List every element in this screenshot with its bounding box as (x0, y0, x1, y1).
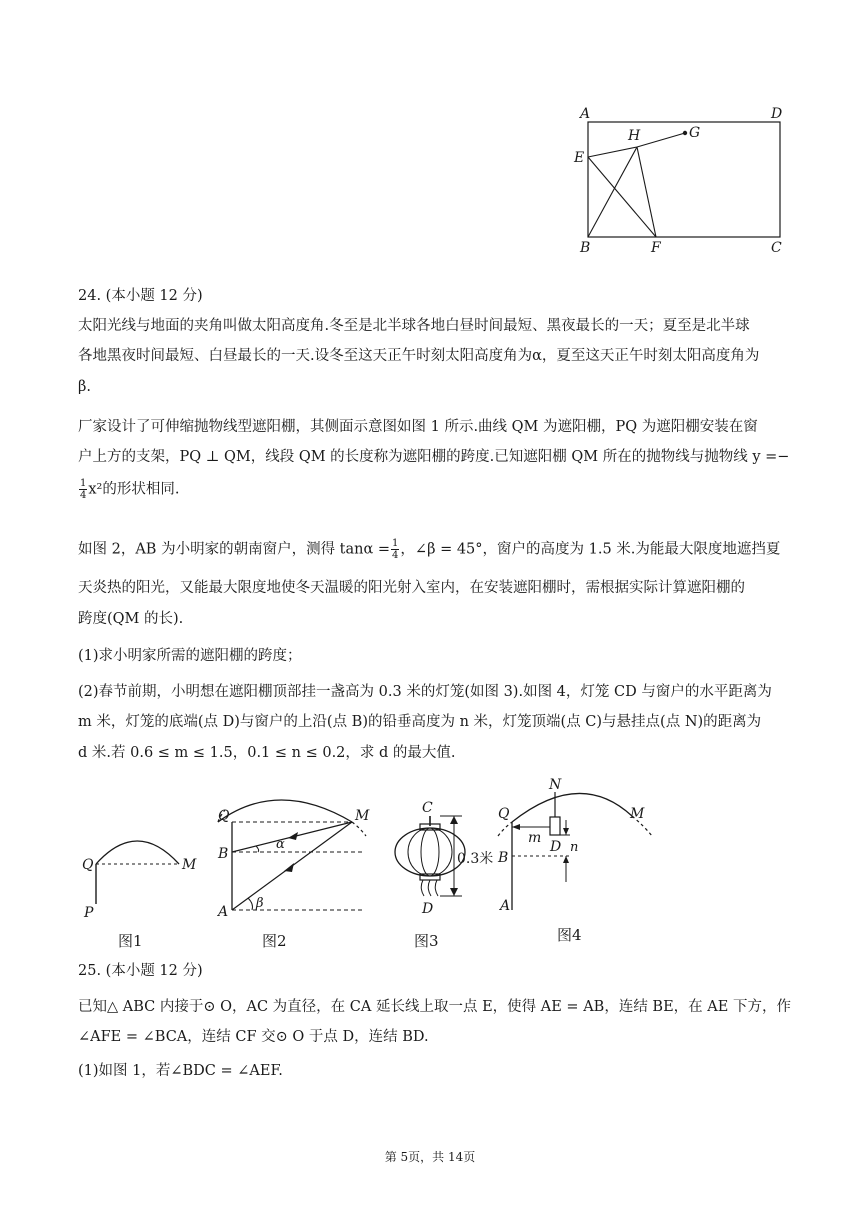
fig1-label-p: P (84, 905, 94, 921)
label-d: D (771, 106, 783, 122)
fig1-caption: 图1 (118, 932, 143, 950)
fig2-label-m: M (355, 808, 370, 824)
q24-p3-line3: 跨度(QM 的长). (78, 611, 184, 627)
fig3-height-label: 0.3米 (457, 851, 494, 867)
page-footer: 第 5页，共 14页 (384, 1150, 476, 1164)
q24-p1-line2: 各地黑夜时间最短、白昼最长的一天.设冬至这天正午时刻太阳高度角为α，夏至这天正午时刻太阳高度角为 (78, 348, 760, 364)
figures-row (70, 770, 770, 955)
label-h: H (628, 128, 641, 144)
q24-p1-line1: 太阳光线与地面的夹角叫做太阳高度角.冬至是北半球各地白昼时间最短、黑夜最长的一天；夏至是北半球 (78, 318, 750, 334)
fig4-label-q: Q (498, 806, 510, 822)
q25-heading: 25. (本小题 12 分) (78, 963, 203, 979)
label-f: F (651, 240, 661, 256)
fig3-caption: 图3 (414, 932, 439, 950)
fig1-label-q: Q (82, 857, 94, 873)
label-b: B (580, 240, 591, 256)
q25-line2: ∠AFE = ∠BCA，连结 CF 交⊙ O 于点 D，连结 BD. (78, 1029, 429, 1045)
fig4-label-n-height: n (570, 840, 579, 855)
fig3-label-d: D (422, 901, 434, 917)
fig4-label-n: N (549, 777, 562, 793)
q24-heading: 24. (本小题 12 分) (78, 288, 203, 304)
figure-4 (497, 777, 652, 944)
fig4-label-m: M (630, 806, 645, 822)
q24-p3-line1: 如图 2，AB 为小明家的朝南窗户，测得 tanα = $\frac{1}{4}$ ，∠β = 45°，窗户的高度为 1.5 米.为能最大限度地遮挡夏 (78, 538, 781, 561)
q24-p1-line3: β. (78, 379, 91, 395)
q25-line1: 已知△ ABC 内接于⊙ O，AC 为直径，在 CA 延长线上取一点 E，使得 AE = AB，连结 BE，在 AE 下方，作 (78, 999, 791, 1015)
figure-1 (82, 841, 197, 950)
fig4-label-d: D (550, 839, 562, 855)
fig2-label-beta: β (256, 896, 264, 911)
figure-3-lantern (395, 800, 493, 950)
q24-p2-line2: 户上方的支架，PQ ⊥ QM，线段 QM 的长度称为遮阳棚的跨度.已知遮阳棚 QM 所在的抛物线与抛物线 y =− (78, 449, 790, 465)
label-g: G (689, 125, 701, 141)
q25-sub1: (1)如图 1，若∠BDC = ∠AEF. (78, 1063, 283, 1079)
fig2-label-alpha: α (276, 837, 285, 852)
label-a: A (580, 106, 591, 122)
fraction: $\frac{1}{4}$ (392, 538, 399, 561)
fig2-label-b: B (218, 846, 229, 862)
q24-sub2-line1: (2)春节前期，小明想在遮阳棚顶部挂一盏高为 0.3 米的灯笼(如图 3).如图 4，灯笼 CD 与窗户的水平距离为 (78, 684, 772, 700)
fraction: $\frac{1}{4}$ (80, 478, 87, 501)
fig2-label-a: A (218, 904, 229, 920)
fig4-label-b: B (498, 850, 509, 866)
fig1-label-m: M (182, 857, 197, 873)
fig4-caption: 图4 (557, 926, 582, 944)
fig2-caption: 图2 (262, 932, 287, 950)
fig4-label-a: A (500, 898, 511, 914)
label-e: E (574, 150, 585, 166)
q24-sub2-line3: d 米.若 0.6 ≤ m ≤ 1.5，0.1 ≤ n ≤ 0.2，求 d 的最大值. (78, 745, 456, 761)
fig2-label-q: Q (218, 808, 230, 824)
q24-sub1: (1)求小明家所需的遮阳棚的跨度； (78, 648, 302, 664)
figure-2 (216, 800, 370, 950)
rectangle-figure (560, 96, 800, 256)
q24-p2-line3: $\frac{1}{4}$ x²的形状相同. (80, 478, 180, 501)
fig4-label-m-distance: m (528, 830, 542, 846)
q24-p2-line1: 厂家设计了可伸缩抛物线型遮阳棚，其侧面示意图如图 1 所示.曲线 QM 为遮阳棚，PQ 为遮阳棚安装在窗 (78, 419, 758, 435)
q24-sub2-line2: m 米，灯笼的底端(点 D)与窗户的上沿(点 B)的铅垂高度为 n 米，灯笼顶端(点 C)与悬挂点(点 N)的距离为 (78, 714, 762, 730)
q24-p3-line2: 天炎热的阳光，又能最大限度地使冬天温暖的阳光射入室内，在安装遮阳棚时，需根据实际计算遮阳棚的 (78, 580, 745, 596)
fig3-label-c: C (422, 800, 433, 816)
label-c: C (771, 240, 782, 256)
